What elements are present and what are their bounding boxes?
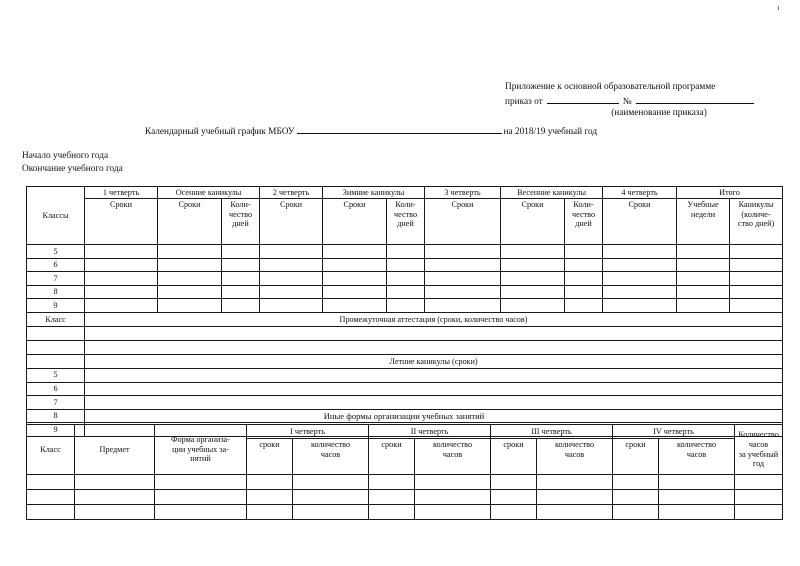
cell[interactable] bbox=[491, 475, 537, 490]
sub-days-l1: Коли- bbox=[395, 200, 416, 209]
group-spring-break: Весенние каникулы bbox=[501, 187, 603, 199]
row-class-label[interactable]: 8 bbox=[27, 409, 85, 423]
cell[interactable] bbox=[537, 505, 613, 520]
sub-days-l3: дней bbox=[397, 219, 414, 229]
cell[interactable] bbox=[369, 490, 415, 505]
cell[interactable] bbox=[222, 272, 260, 286]
cell[interactable] bbox=[677, 272, 730, 286]
header-row-groups bbox=[27, 425, 783, 439]
sub-weeks-l1: Учебные bbox=[687, 200, 719, 209]
cell[interactable] bbox=[158, 245, 222, 259]
group-q2: II четверть bbox=[369, 425, 491, 439]
cell[interactable] bbox=[158, 272, 222, 286]
col-form-l2: ции учебных за- bbox=[172, 444, 229, 454]
cell[interactable] bbox=[415, 505, 491, 520]
cell[interactable] bbox=[613, 505, 659, 520]
cell[interactable] bbox=[387, 258, 425, 272]
cell[interactable] bbox=[75, 490, 155, 505]
sub-winter-days bbox=[387, 199, 425, 245]
sub-total-breaks bbox=[730, 199, 783, 245]
cell[interactable] bbox=[603, 245, 677, 259]
cell[interactable] bbox=[735, 505, 783, 520]
sub-weeks-l2: недели bbox=[690, 209, 716, 219]
cell[interactable] bbox=[603, 285, 677, 299]
col-form-of-organization bbox=[155, 425, 247, 475]
order-label: приказ от bbox=[505, 96, 543, 107]
cell[interactable] bbox=[27, 505, 75, 520]
table-row bbox=[27, 396, 783, 410]
cell[interactable] bbox=[565, 272, 603, 286]
row-class-label[interactable]: 9 bbox=[27, 299, 85, 313]
cell[interactable] bbox=[730, 285, 783, 299]
sub-days-l2: чество bbox=[571, 209, 596, 219]
col-subject: Предмет bbox=[75, 425, 155, 475]
row-class-label[interactable]: 5 bbox=[27, 368, 85, 382]
table-row bbox=[27, 382, 783, 396]
cell[interactable] bbox=[735, 490, 783, 505]
group-q1: 1 четверть bbox=[85, 187, 158, 199]
title-suffix: на 2018/19 учебный год bbox=[503, 127, 598, 137]
row-class-label[interactable]: 6 bbox=[27, 258, 85, 272]
cell[interactable] bbox=[247, 490, 293, 505]
sub-hours-l2: часов bbox=[686, 449, 707, 459]
sub-autumn-dates: Сроки bbox=[158, 199, 222, 245]
table-row bbox=[27, 505, 783, 520]
cell[interactable] bbox=[730, 299, 783, 313]
table-row bbox=[27, 285, 783, 299]
cell[interactable] bbox=[501, 272, 565, 286]
sub-days-l3: дней bbox=[575, 219, 592, 229]
summer-break-header-row bbox=[27, 354, 783, 368]
order-number-blank bbox=[636, 94, 754, 104]
cell[interactable] bbox=[501, 285, 565, 299]
cell[interactable] bbox=[222, 285, 260, 299]
header-row-subs bbox=[27, 199, 783, 245]
table-row bbox=[27, 475, 783, 490]
group-q3: III четверть bbox=[491, 425, 613, 439]
order-line bbox=[505, 94, 795, 109]
sub-breaks-l3: ство дней) bbox=[737, 219, 775, 229]
col-form-l1: Форма организа- bbox=[171, 435, 230, 445]
order-name-note: (наименование приказа) bbox=[611, 108, 707, 118]
cell[interactable] bbox=[85, 285, 158, 299]
cell[interactable] bbox=[501, 299, 565, 313]
appendix-line: Приложение к основной образовательной программе bbox=[505, 82, 716, 92]
cell[interactable] bbox=[613, 490, 659, 505]
cell[interactable] bbox=[27, 475, 75, 490]
col-total-l2: за учебный год bbox=[738, 449, 779, 469]
cell[interactable] bbox=[85, 258, 158, 272]
row-class-label[interactable]: 8 bbox=[27, 285, 85, 299]
sub-days-l1: Коли- bbox=[573, 200, 594, 209]
cell[interactable] bbox=[155, 475, 247, 490]
cell[interactable] bbox=[158, 285, 222, 299]
row-class-label[interactable]: 5 bbox=[27, 245, 85, 259]
sub-q4-hours bbox=[659, 439, 735, 475]
sub-days-l3: дней bbox=[232, 219, 249, 229]
cell[interactable] bbox=[323, 285, 387, 299]
table-row bbox=[27, 340, 783, 354]
row-class-label[interactable]: 7 bbox=[27, 272, 85, 286]
interim-attestation-header-row bbox=[27, 312, 783, 326]
group-q1: I четверть bbox=[247, 425, 369, 439]
group-q4: IV четверть bbox=[613, 425, 735, 439]
group-total: Итого bbox=[677, 187, 783, 199]
cell[interactable] bbox=[222, 299, 260, 313]
table-row bbox=[27, 258, 783, 272]
sub-q3-dates: Сроки bbox=[425, 199, 501, 245]
col-class-label: Класс bbox=[27, 312, 85, 326]
cell[interactable] bbox=[369, 475, 415, 490]
cell[interactable] bbox=[613, 475, 659, 490]
sub-hours-l1: количество bbox=[554, 440, 595, 449]
cell[interactable] bbox=[323, 245, 387, 259]
cell[interactable] bbox=[677, 299, 730, 313]
cell[interactable] bbox=[387, 272, 425, 286]
other-forms-caption: Иные формы организации учебных занятий bbox=[323, 411, 485, 421]
cell[interactable] bbox=[27, 326, 85, 340]
cell[interactable] bbox=[293, 475, 369, 490]
cell[interactable] bbox=[491, 490, 537, 505]
cell[interactable] bbox=[603, 299, 677, 313]
cell[interactable] bbox=[425, 258, 501, 272]
col-form-l3: нятий bbox=[190, 454, 211, 464]
cell[interactable] bbox=[730, 245, 783, 259]
sub-days-l2: чество bbox=[228, 209, 253, 219]
cell[interactable] bbox=[425, 285, 501, 299]
cell[interactable] bbox=[222, 258, 260, 272]
sub-spring-dates: Сроки bbox=[501, 199, 565, 245]
number-sign: № bbox=[622, 96, 632, 107]
cell[interactable] bbox=[323, 258, 387, 272]
cell[interactable] bbox=[27, 490, 75, 505]
cell[interactable] bbox=[537, 490, 613, 505]
group-autumn-break: Осенние каникулы bbox=[158, 187, 260, 199]
cell[interactable] bbox=[155, 490, 247, 505]
cell[interactable] bbox=[323, 299, 387, 313]
cell[interactable] bbox=[222, 245, 260, 259]
sub-hours-l2: часов bbox=[320, 449, 341, 459]
cell[interactable] bbox=[425, 272, 501, 286]
cell[interactable] bbox=[293, 490, 369, 505]
cell[interactable] bbox=[85, 245, 158, 259]
group-q2: 2 четверть bbox=[260, 187, 323, 199]
cell[interactable] bbox=[85, 272, 158, 286]
year-end-label: Окончание учебного года bbox=[22, 163, 123, 174]
table-row bbox=[27, 299, 783, 313]
row-class-label[interactable]: 7 bbox=[27, 396, 85, 410]
sub-breaks-l2: (количе- bbox=[741, 209, 771, 219]
cell[interactable] bbox=[415, 490, 491, 505]
cell[interactable] bbox=[247, 475, 293, 490]
sub-q1-dates: Сроки bbox=[85, 199, 158, 245]
cell[interactable] bbox=[677, 285, 730, 299]
cell[interactable] bbox=[425, 299, 501, 313]
other-forms-table bbox=[26, 424, 783, 520]
cell[interactable] bbox=[735, 475, 783, 490]
cell[interactable] bbox=[603, 258, 677, 272]
sub-hours-l2: часов bbox=[442, 449, 463, 459]
cell[interactable] bbox=[659, 475, 735, 490]
cell[interactable] bbox=[730, 272, 783, 286]
cell[interactable] bbox=[260, 285, 323, 299]
table-row bbox=[27, 326, 783, 340]
cell[interactable] bbox=[260, 299, 323, 313]
cell[interactable] bbox=[501, 245, 565, 259]
cell[interactable] bbox=[85, 340, 783, 354]
academic-calendar-table bbox=[26, 186, 783, 437]
cell[interactable] bbox=[677, 258, 730, 272]
table-row bbox=[27, 272, 783, 286]
cell[interactable] bbox=[260, 272, 323, 286]
cell[interactable] bbox=[425, 245, 501, 259]
summer-break-band: Летние каникулы (сроки) bbox=[85, 354, 783, 368]
sub-q1-dates: сроки bbox=[247, 439, 293, 475]
cell[interactable] bbox=[75, 475, 155, 490]
header-row-groups bbox=[27, 187, 783, 199]
school-year-dates bbox=[22, 150, 123, 175]
cell[interactable] bbox=[155, 505, 247, 520]
cell[interactable] bbox=[677, 245, 730, 259]
cell[interactable] bbox=[659, 505, 735, 520]
col-classes: Классы bbox=[27, 187, 85, 245]
sub-q1-hours bbox=[293, 439, 369, 475]
cell[interactable] bbox=[491, 505, 537, 520]
year-start-label: Начало учебного года bbox=[22, 151, 109, 161]
row-class-label[interactable]: 6 bbox=[27, 382, 85, 396]
interim-attestation-band: Промежуточная аттестация (сроки, количество часов) bbox=[85, 312, 783, 326]
sub-days-l2: чество bbox=[393, 209, 418, 219]
sub-q3-hours bbox=[537, 439, 613, 475]
group-q3: 3 четверть bbox=[425, 187, 501, 199]
page-number: 1 bbox=[777, 6, 780, 12]
document-title bbox=[145, 124, 597, 137]
cell[interactable] bbox=[260, 245, 323, 259]
cell[interactable] bbox=[387, 285, 425, 299]
cell[interactable] bbox=[247, 505, 293, 520]
cell[interactable] bbox=[85, 368, 783, 382]
sub-q4-dates: сроки bbox=[613, 439, 659, 475]
table-row bbox=[27, 368, 783, 382]
cell[interactable] bbox=[85, 396, 783, 410]
group-winter-break: Зимние каникулы bbox=[323, 187, 425, 199]
cell[interactable] bbox=[85, 382, 783, 396]
cell[interactable] bbox=[293, 505, 369, 520]
sub-q2-dates: Сроки bbox=[260, 199, 323, 245]
cell[interactable] bbox=[260, 258, 323, 272]
cell[interactable] bbox=[369, 505, 415, 520]
sub-autumn-days bbox=[222, 199, 260, 245]
cell[interactable] bbox=[565, 285, 603, 299]
appendix-header bbox=[505, 82, 795, 120]
order-date-blank bbox=[547, 94, 619, 104]
sub-total-weeks bbox=[677, 199, 730, 245]
cell[interactable] bbox=[501, 258, 565, 272]
sub-hours-l1: количество bbox=[310, 440, 351, 449]
cell[interactable] bbox=[75, 505, 155, 520]
row-class-label[interactable]: 9 bbox=[27, 423, 85, 437]
sub-breaks-l1: Каникулы bbox=[738, 200, 774, 209]
sub-winter-dates: Сроки bbox=[323, 199, 387, 245]
col-total-l1: Количество часов bbox=[738, 430, 779, 449]
cell[interactable] bbox=[158, 258, 222, 272]
cell[interactable] bbox=[730, 258, 783, 272]
table-row bbox=[27, 245, 783, 259]
sub-hours-l1: количество bbox=[676, 440, 717, 449]
sub-hours-l1: количество bbox=[432, 440, 473, 449]
group-q4: 4 четверть bbox=[603, 187, 677, 199]
title-prefix: Календарный учебный график МБОУ bbox=[145, 127, 295, 137]
school-name-blank bbox=[297, 124, 502, 134]
sub-hours-l2: часов bbox=[564, 449, 585, 459]
cell[interactable] bbox=[85, 326, 783, 340]
cell bbox=[27, 354, 85, 368]
cell[interactable] bbox=[387, 245, 425, 259]
sub-spring-days bbox=[565, 199, 603, 245]
col-total-hours bbox=[735, 425, 783, 475]
col-class: Класс bbox=[27, 425, 75, 475]
cell[interactable] bbox=[565, 245, 603, 259]
sub-q2-hours bbox=[415, 439, 491, 475]
cell[interactable] bbox=[659, 490, 735, 505]
cell[interactable] bbox=[158, 299, 222, 313]
sub-q2-dates: сроки bbox=[369, 439, 415, 475]
cell[interactable] bbox=[387, 299, 425, 313]
cell[interactable] bbox=[27, 340, 85, 354]
cell[interactable] bbox=[323, 272, 387, 286]
cell[interactable] bbox=[565, 258, 603, 272]
cell[interactable] bbox=[415, 475, 491, 490]
sub-days-l1: Коли- bbox=[230, 200, 251, 209]
sub-q4-dates: Сроки bbox=[603, 199, 677, 245]
cell[interactable] bbox=[85, 299, 158, 313]
cell[interactable] bbox=[537, 475, 613, 490]
cell[interactable] bbox=[603, 272, 677, 286]
sub-q3-dates: сроки bbox=[491, 439, 537, 475]
cell[interactable] bbox=[565, 299, 603, 313]
table-row bbox=[27, 490, 783, 505]
